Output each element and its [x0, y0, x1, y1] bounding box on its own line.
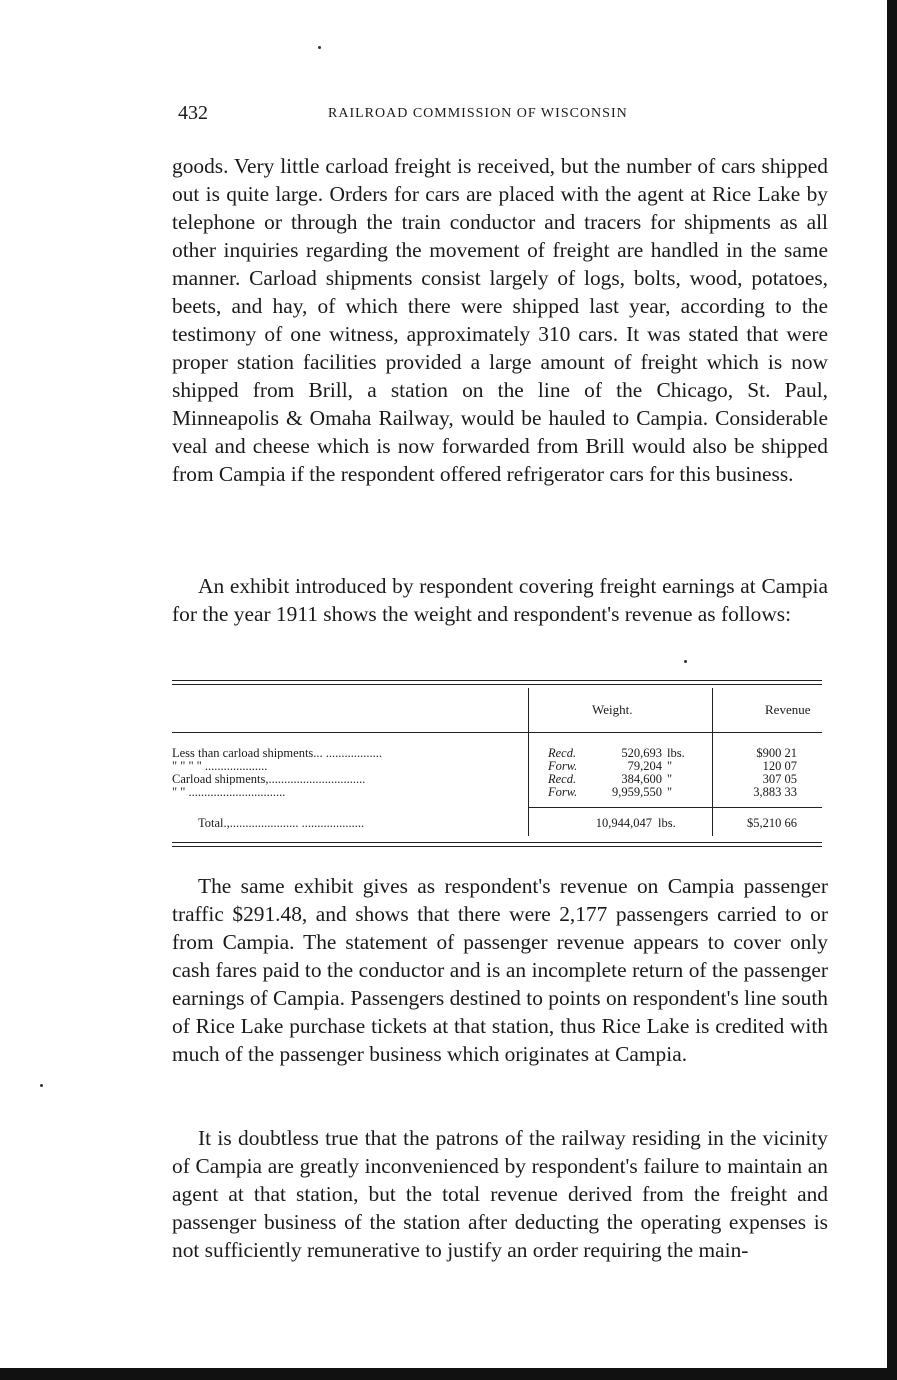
row-label: Carload shipments,............................... — [172, 773, 366, 785]
running-head: RAILROAD COMMISSION OF WISCONSIN — [328, 106, 628, 121]
row-label: " " " " .................... — [172, 760, 268, 772]
table-bottom-rule — [172, 842, 822, 843]
scan-speck — [684, 660, 687, 663]
total-revenue: $5,210 66 — [747, 816, 797, 830]
scan-speck — [318, 46, 321, 49]
table-top-rule — [172, 680, 822, 681]
column-header-weight: Weight. — [592, 702, 633, 717]
column-header-revenue: Revenue — [765, 702, 811, 717]
total-rule — [528, 807, 822, 808]
row-weight: 520,693 — [621, 746, 662, 760]
row-direction: Forw. — [548, 785, 578, 799]
row-weight: 9,959,550 — [612, 785, 662, 799]
row-weight: 79,204 — [627, 759, 662, 773]
page-number: 432 — [178, 102, 208, 124]
total-unit: lbs. — [658, 816, 676, 830]
row-weight: 384,600 — [621, 772, 662, 786]
row-unit: " — [667, 785, 673, 799]
table-row — [172, 773, 822, 785]
row-direction: Recd. — [548, 746, 577, 760]
paragraph-4: It is doubtless true that the patrons of the railway residing in the vicinity of Campia are greatly inconvenienced by respondent's failure to maintain an agent at that station, but the total revenue derived from the freight and passenger business of the station after deducting the operating expenses is not sufficiently remunerative to justify an order requiring the main- — [172, 1126, 828, 1262]
total-label: Total.,...................... .................... — [198, 817, 365, 829]
row-direction: Forw. — [548, 759, 578, 773]
row-unit: lbs. — [667, 746, 685, 760]
paragraph-2: An exhibit introduced by respondent covering freight earnings at Campia for the year 1911 shows the weight and respondent's revenue as follows: — [172, 574, 828, 626]
row-revenue: 307 05 — [762, 772, 797, 786]
row-revenue: 120 07 — [762, 759, 797, 773]
paragraph-3: The same exhibit gives as respondent's revenue on Campia passenger traffic $291.48, and shows that there were 2,177 passengers carried to or from Campia. The statement of passenger revenue appears to cover only cash fares paid to the conductor and is an incomplete return of the passenger earnings of Campia. Passengers destined to points on respondent's line south of Rice Lake purchase tickets at that station, thus Rice Lake is credited with much of the passenger business which originates at Campia. — [172, 874, 828, 1066]
row-label: " " ............................... — [172, 786, 286, 798]
row-unit: " — [667, 759, 673, 773]
table-bottom-rule — [172, 846, 822, 847]
row-label: Less than carload shipments... .................. — [172, 747, 383, 759]
row-revenue: $900 21 — [756, 746, 797, 760]
row-revenue: 3,883 33 — [753, 785, 797, 799]
page-header — [178, 102, 828, 126]
table-row — [172, 760, 822, 772]
scan-border-right — [887, 0, 897, 1380]
table-row — [172, 747, 822, 759]
total-weight: 10,944,047 — [595, 816, 652, 830]
header-rule — [172, 732, 822, 733]
table-top-rule — [172, 684, 822, 685]
table-total-row — [172, 817, 822, 829]
paragraph-1: goods. Very little carload freight is received, but the number of cars shipped out is quite large. Orders for cars are placed with the agent at Rice Lake by telephone or through the train conductor and tracers for shipments as all other inquiries regarding the movement of freight are handled in the same manner. Carload shipments consist largely of logs, bolts, wood, potatoes, beets, and hay, of which there were shipped last year, according to the testimony of one witness, approximately 310 cars. It was stated that were proper station facilities provided a large amount of freight which is now shipped from Brill, a station on the line of the Chicago, St. Paul, Minneapolis & Omaha Railway, would be hauled to Campia. Considerable veal and cheese which is now forwarded from Brill would also be shipped from Campia if the respondent offered refrigerator cars for this business. — [172, 154, 828, 486]
row-direction: Recd. — [548, 772, 577, 786]
scan-speck — [40, 1084, 43, 1087]
freight-earnings-table — [172, 676, 822, 852]
scan-border-bottom — [0, 1368, 897, 1380]
row-unit: " — [667, 772, 673, 786]
table-row — [172, 786, 822, 798]
